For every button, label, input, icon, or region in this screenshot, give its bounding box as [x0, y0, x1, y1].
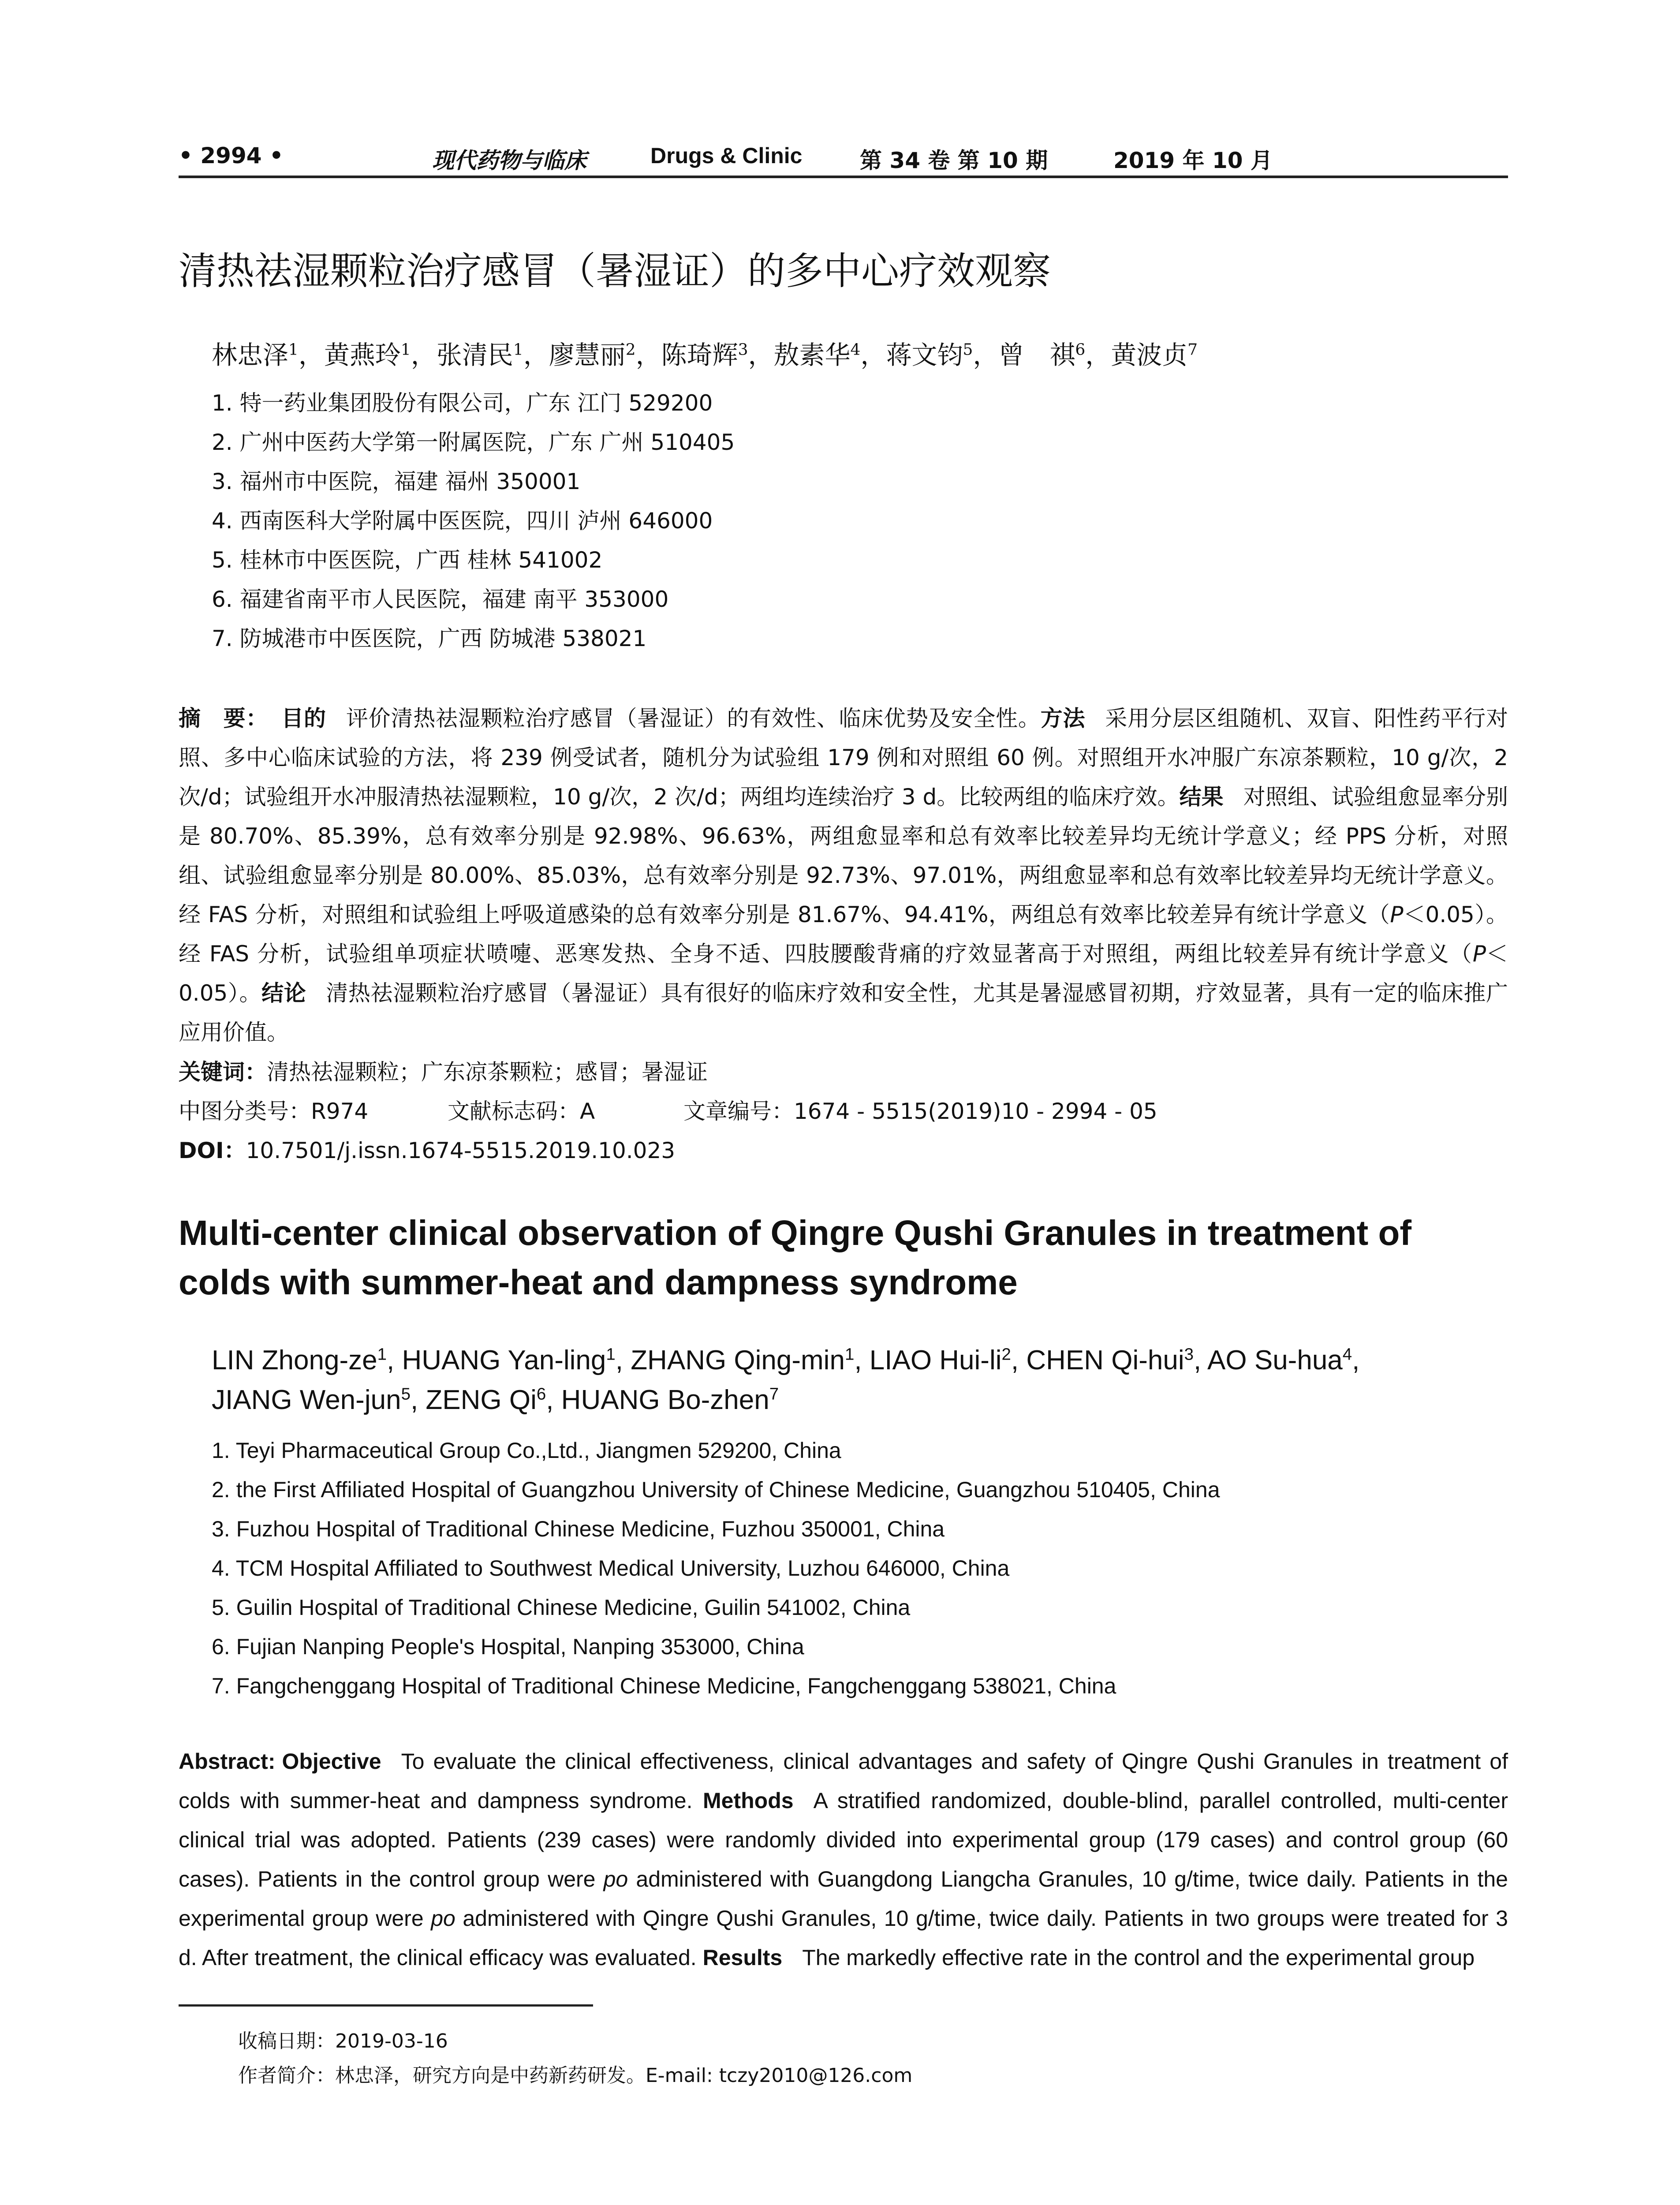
doc-code-label: 文献标志码：	[448, 1099, 580, 1124]
author	[631, 1345, 854, 1375]
author-name: 敖素华	[773, 340, 851, 370]
doc-code-value: A	[580, 1099, 595, 1124]
author-affiliation-marker: 2	[625, 340, 636, 359]
author	[1026, 1345, 1194, 1375]
abstract-label: 摘 要：	[179, 706, 269, 731]
author	[1207, 1345, 1352, 1375]
author-affiliation-marker: 5	[401, 1384, 411, 1404]
footnotes	[238, 2024, 912, 2093]
affiliation-item: 5. 桂林市中医医院，广西 桂林 541002	[212, 547, 603, 573]
author	[661, 340, 748, 370]
article-no-value: 1674 - 5515(2019)10 - 2994 - 05	[794, 1099, 1157, 1124]
doi-link[interactable]: 10.7501/j.issn.1674-5515.2019.10.023	[246, 1138, 676, 1163]
author-affiliation-marker: 6	[536, 1384, 546, 1404]
methods-text: 采用分层区组随机、双盲、阳性药平行对照、多中心临床试验的方法，将 239 例受试者，随机分为试验组 179 例和对照组 60 例。对照组开水冲服广东凉茶颗粒，10 g/次，2 次/d；试验组开水冲服清热祛湿颗粒，10 g/次，2 次/d；两组均连续治疗 3 d。比较两组的临床疗效。	[179, 706, 1508, 810]
doi-line	[179, 1131, 675, 1170]
author	[402, 1345, 615, 1375]
objective-label-en: Objective	[282, 1749, 381, 1774]
author	[870, 1345, 1011, 1375]
page-number: • 2994 •	[179, 143, 284, 168]
author-affiliation-marker: 7	[1187, 340, 1198, 359]
author-bio-text: 林忠泽，研究方向是中药新药研发。E-mail: tczy2010@126.com	[335, 2064, 913, 2087]
received-date: 2019-03-16	[335, 2030, 448, 2052]
author-name: LIAO Hui-li	[869, 1345, 1002, 1375]
authors-en-line-1: LIN Zhong-$ze^1$, HUANG Yan-ling$^1$, ZHANG Qing-$\min^1$, LIAO Hui-$li^2$, CHEN Qi-hui$^3$, AO Su-hua$^4$,	[212, 1345, 1360, 1375]
author-name: 林忠泽	[212, 340, 289, 370]
author	[998, 340, 1085, 370]
objective-text-en: To evaluate the clinical effectiveness, clinical advantages and safety of Qingre Qushi Granules in treatment of colds with summer-heat and dampness syndrome.	[179, 1749, 1508, 1813]
author-name: AO Su-hua	[1207, 1345, 1343, 1375]
results-text: ＜0.05）。	[179, 941, 1508, 1006]
title-en: Multi-center clinical observation of Qingre Qushi Granules in treatment of colds with summer-heat and dampness syndrome	[179, 1213, 1412, 1302]
footnote-divider	[179, 2004, 593, 2007]
objective-text: 评价清热祛湿颗粒治疗感冒（暑湿证）的有效性、临床优势及安全性。	[346, 706, 1041, 731]
affiliation-item: 3. 福州市中医院，福建 福州 350001	[212, 469, 581, 494]
author-name: CHEN Qi-hui	[1026, 1345, 1184, 1375]
abstract-label-en: Abstract:	[179, 1749, 276, 1774]
author-name: 蒋文钧	[886, 340, 963, 370]
author-affiliation-marker: 1	[513, 340, 523, 359]
author-bio-label: 作者简介：	[238, 2064, 335, 2087]
affiliations-en	[212, 1431, 1220, 1706]
author-affiliation-marker: 1	[400, 340, 411, 359]
po-term: po	[603, 1867, 628, 1891]
author-name: LIN Zhong-ze	[212, 1345, 377, 1375]
p-symbol: P	[1472, 941, 1486, 967]
abstract-en	[179, 1742, 1508, 1977]
author-affiliation-marker: 1	[844, 1345, 855, 1364]
author-name: 张清民	[436, 340, 513, 370]
author-affiliation-marker: 6	[1075, 340, 1086, 359]
running-header	[179, 140, 1508, 178]
affiliation-item: 3. Fuzhou Hospital of Traditional Chinese Medicine, Fuzhou 350001, China	[212, 1517, 945, 1541]
author	[437, 340, 523, 370]
author	[774, 340, 861, 370]
affiliation-item: 6. 福建省南平市人民医院，福建 南平 353000	[212, 587, 669, 612]
affiliation-item: 7. Fangchenggang Hospital of Traditional Chinese Medicine, Fangchenggang 538021, China	[212, 1674, 1116, 1698]
affiliation-item: 1. Teyi Pharmaceutical Group Co.,Ltd., Jiangmen 529200, China	[212, 1438, 841, 1463]
objective-label: 目的	[281, 706, 326, 731]
author	[212, 1345, 387, 1375]
affiliation-item: 1. 特一药业集团股份有限公司，广东 江门 529200	[212, 390, 713, 416]
title-cn: 清热祛湿颗粒治疗感冒（暑湿证）的多中心疗效观察	[179, 249, 1051, 293]
author-affiliation-marker: 3	[738, 340, 748, 359]
author-name: 曾 祺	[998, 340, 1075, 370]
author-name: 黄燕玲	[324, 340, 401, 370]
p-symbol: P	[1390, 902, 1404, 927]
article-no-label: 文章编号：	[683, 1099, 794, 1124]
affiliation-item: 7. 防城港市中医医院，广西 防城港 538021	[212, 626, 647, 651]
author-affiliation-marker: 1	[288, 340, 299, 359]
author-affiliation-marker: 2	[1001, 1345, 1011, 1364]
author-name: HUANG Bo-zhen	[561, 1385, 769, 1415]
results-label: 结果	[1179, 784, 1224, 810]
issue-date: 2019 年 10 月	[1113, 148, 1273, 173]
author-name: 黄波贞	[1111, 340, 1188, 370]
keywords-text: 清热祛湿颗粒；广东凉茶颗粒；感冒；暑湿证	[267, 1059, 708, 1085]
author	[886, 340, 973, 370]
author-name: 廖慧丽	[549, 340, 626, 370]
affiliations-cn	[212, 384, 735, 658]
results-text: ＜0.05）。经 FAS 分析，试验组单项症状喷嚏、恶寒发热、全身不适、四肢腰酸背痛的疗效显著高于对照组，两组比较差异有统计学意义（	[179, 902, 1508, 967]
classification-line	[179, 1092, 1157, 1131]
affiliation-item: 2. 广州中医药大学第一附属医院，广东 广州 510405	[212, 430, 735, 455]
affiliation-item: 5. Guilin Hospital of Traditional Chinese Medicine, Guilin 541002, China	[212, 1595, 911, 1620]
author-affiliation-marker: 1	[606, 1345, 616, 1364]
journal-name-en: Drugs & Clinic	[650, 143, 803, 168]
author	[212, 340, 299, 370]
author-affiliation-marker: 5	[963, 340, 973, 359]
results-text: 对照组、试验组愈显率分别是 80.70%、85.39%，总有效率分别是 92.98%、96.63%，两组愈显率和总有效率比较差异均无统计学意义；经 PPS 分析，对照组、试验组愈显率分别是 80.00%、85.03%，总有效率分别是 92.73%、97.01%，两组愈显率和总有效率比较差异均无统计学意义。经 FAS 分析，对照组和试验组上呼吸道感染的总有效率分别是 81.67%、94.41%，两组总有效率比较差异有统计学意义（	[179, 784, 1508, 927]
authors-en-line-2: JIANG Wen-jun$^5$, ZENG Qi$^6$, HUANG Bo-zhen$^7$	[212, 1384, 779, 1415]
results-text-en: The markedly effective rate in the control and the experimental group	[802, 1945, 1475, 1970]
author	[324, 340, 411, 370]
author-affiliation-marker: 7	[769, 1384, 779, 1404]
author-name: JIANG Wen-jun	[212, 1385, 401, 1415]
affiliation-item: 4. TCM Hospital Affiliated to Southwest Medical University, Luzhou 646000, China	[212, 1556, 1010, 1581]
methods-text-en: A stratified randomized, double-blind, parallel controlled, multi-center clinical trial was adopted. Patients (239 cases) were randomly divided into experimental group (179 cases) and control group (60 cases). Patients in the control group were	[179, 1788, 1508, 1891]
journal-name-cn: 现代药物与临床	[432, 147, 586, 173]
author-name: ZHANG Qing-min	[631, 1345, 845, 1375]
methods-label-en: Methods	[703, 1788, 794, 1813]
author	[1111, 340, 1198, 370]
results-label-en: Results	[702, 1945, 783, 1970]
po-term: po	[431, 1906, 455, 1931]
affiliation-item: 4. 西南医科大学附属中医医院，四川 泸州 646000	[212, 508, 713, 534]
author-affiliation-marker: 4	[1342, 1345, 1352, 1364]
methods-text-en: administered with Qingre Qushi Granules, 10 g/time, twice daily. Patients in two groups were treated for 3 d. After treatment, the clinical efficacy was evaluated.	[179, 1906, 1508, 1970]
authors-cn: 林忠泽$^1$，黄燕玲$^1$，张清民$^1$，廖慧丽$^2$，陈琦辉$^3$，敖素华$^4$，蒋文钧$^5$，曾 祺$^6$，黄波贞$^7$	[212, 340, 1198, 370]
keywords-cn	[179, 1053, 708, 1092]
author	[561, 1385, 779, 1415]
volume-issue: 第 34 卷 第 10 期	[860, 148, 1048, 173]
keywords-label: 关键词：	[179, 1059, 267, 1085]
methods-text-en: administered with Guangdong Liangcha Granules, 10 g/time, twice daily. Patients in the experimental group were	[179, 1867, 1508, 1931]
received-label: 收稿日期：	[238, 2030, 335, 2052]
affiliation-item: 2. the First Affiliated Hospital of Guangzhou University of Chinese Medicine, Guangzhou 510405, China	[212, 1477, 1220, 1502]
author-affiliation-marker: 1	[377, 1345, 387, 1364]
affiliation-item: 6. Fujian Nanping People's Hospital, Nanping 353000, China	[212, 1634, 804, 1659]
author-name: HUANG Yan-ling	[402, 1345, 606, 1375]
doi-label: DOI：	[179, 1138, 246, 1163]
author-name: 陈琦辉	[661, 340, 738, 370]
author-affiliation-marker: 3	[1184, 1345, 1194, 1364]
author-affiliation-marker: 4	[850, 340, 861, 359]
clc-value: R974	[311, 1099, 369, 1124]
clc-label: 中图分类号：	[179, 1099, 311, 1124]
authors-en	[212, 1341, 1359, 1420]
conclusion-text: 清热祛湿颗粒治疗感冒（暑湿证）具有很好的临床疗效和安全性，尤其是暑湿感冒初期，疗效显著，具有一定的临床推广应用价值。	[179, 980, 1508, 1045]
methods-label: 方法	[1040, 706, 1086, 731]
conclusion-label: 结论	[261, 980, 306, 1006]
author-name: ZENG Qi	[426, 1385, 537, 1415]
author	[426, 1385, 546, 1415]
abstract-cn	[179, 699, 1508, 1052]
author	[212, 1385, 411, 1415]
author	[549, 340, 636, 370]
